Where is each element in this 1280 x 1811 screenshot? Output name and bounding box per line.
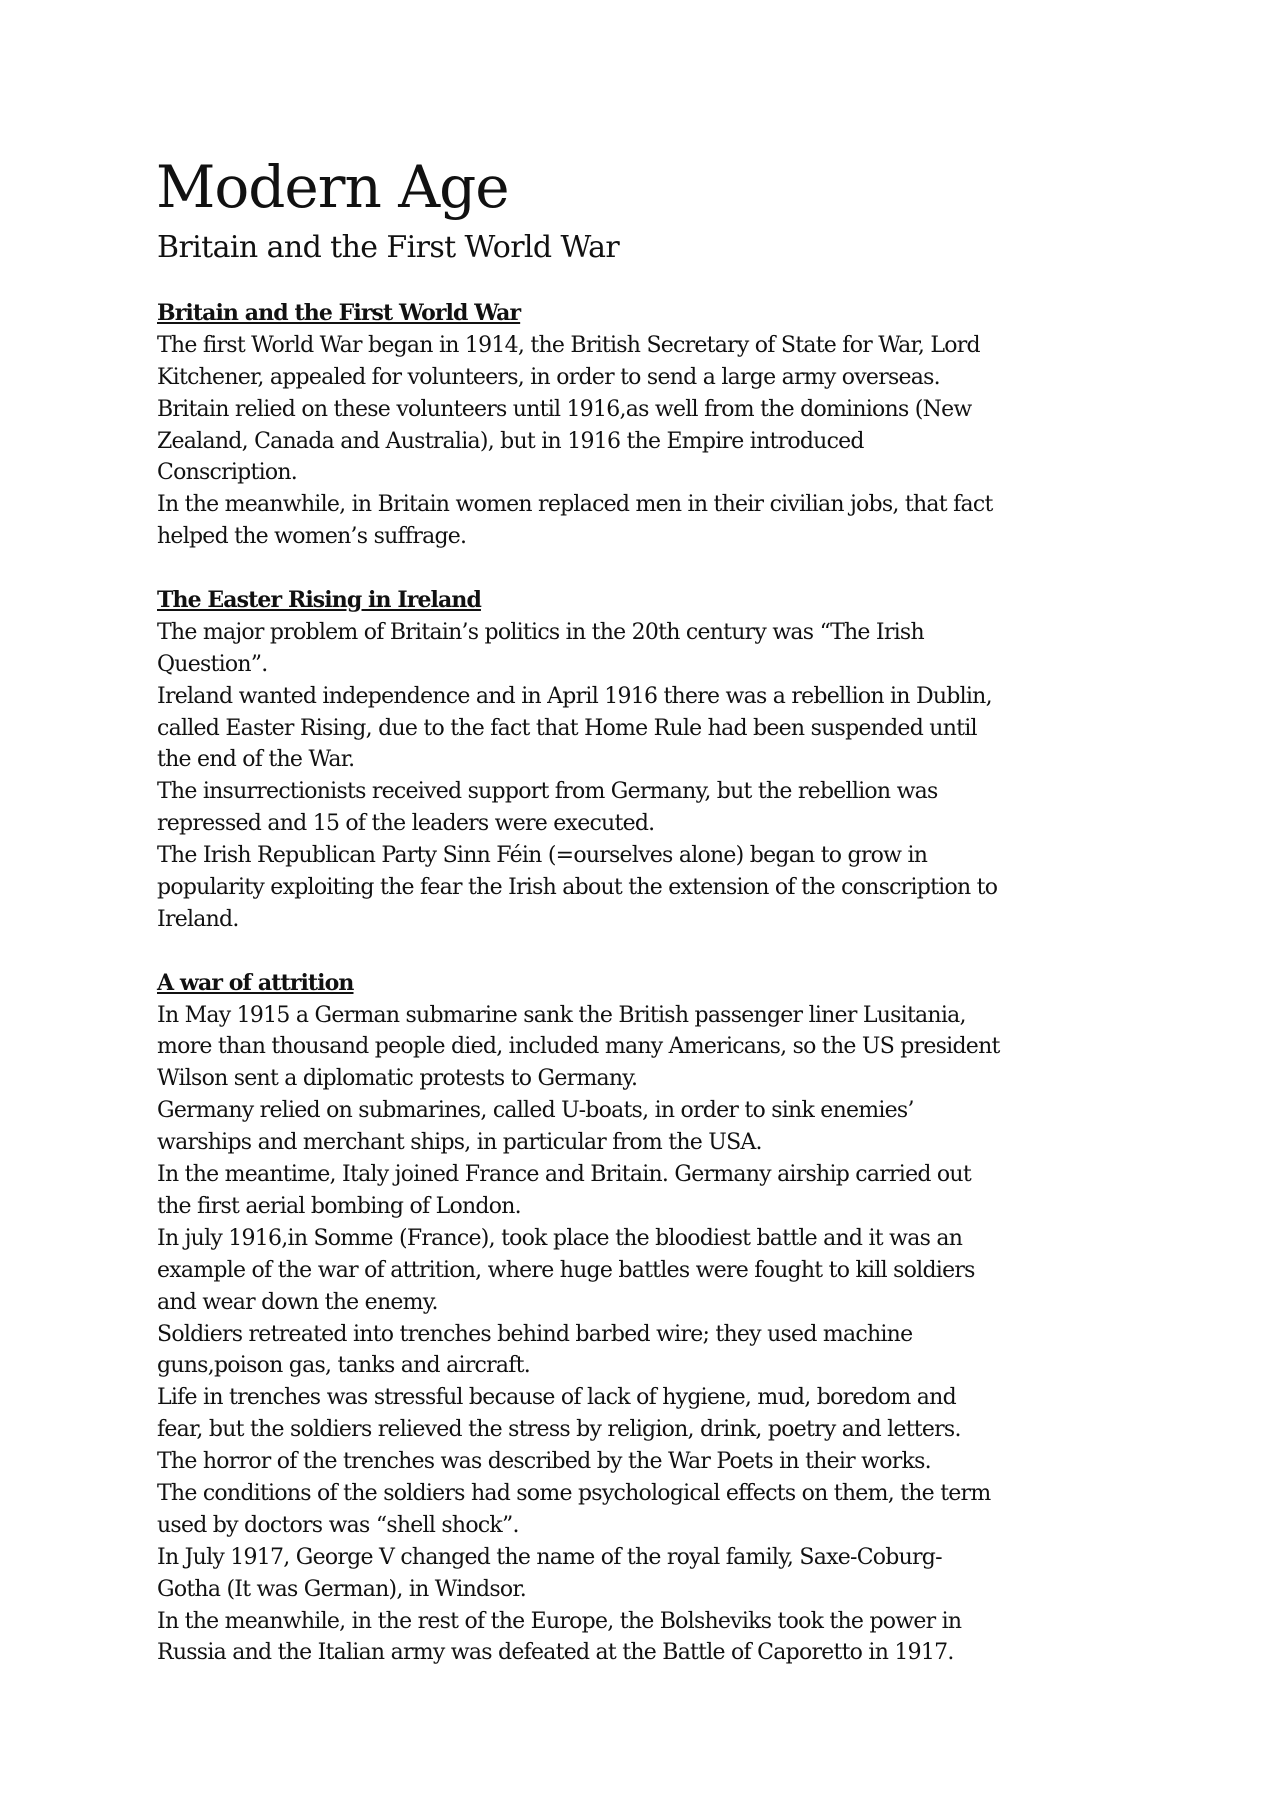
section-heading: A war of attrition [157,969,354,996]
text-line: The first World War began in 1914, the British Secretary of State for War, Lord [157,332,980,358]
text-line: more than thousand people died, included many Americans, so the US president [157,1034,1000,1060]
text-line: The major problem of Britain’s politics in the 20th century was “The Irish [157,619,924,645]
text-line: The conditions of the soldiers had some psychological effects on them, the term [157,1480,991,1506]
text-line: the end of the War. [157,747,355,773]
text-line: The Irish Republican Party Sinn Féin (=ourselves alone) began to grow in [157,843,928,869]
text-line: Life in trenches was stressful because of lack of hygiene, mud, boredom and [157,1385,956,1411]
document-body [157,298,1157,1669]
document-subtitle: Britain and the First World War [157,230,620,265]
text-line: popularity exploiting the fear the Irish about the extension of the conscription to [157,875,998,901]
text-line: Germany relied on submarines, called U-boats, in order to sink enemies’ [157,1098,914,1124]
text-line: Kitchener, appealed for volunteers, in order to send a large army overseas. [157,364,940,390]
text-line: In the meanwhile, in the rest of the Europe, the Bolsheviks took the power in [157,1608,962,1634]
text-line: Zealand, Canada and Australia), but in 1916 the Empire introduced [157,428,864,454]
text-line: the first aerial bombing of London. [157,1193,521,1219]
text-line: The insurrectionists received support from Germany, but the rebellion was [157,779,938,805]
text-line: Conscription. [157,460,298,486]
text-line: Gotha (It was German), in Windsor. [157,1576,526,1602]
text-line: used by doctors was “shell shock”. [157,1512,519,1538]
text-line: warships and merchant ships, in particular from the USA. [157,1130,762,1156]
text-line: Britain relied on these volunteers until 1916,as well from the dominions (New [157,396,972,422]
text-line: Russia and the Italian army was defeated at the Battle of Caporetto in 1917. [157,1640,954,1666]
text-line: Question”. [157,651,268,677]
text-line: In the meanwhile, in Britain women replaced men in their civilian jobs, that fact [157,492,993,518]
text-line: Ireland wanted independence and in April 1916 there was a rebellion in Dublin, [157,683,992,709]
text-line: repressed and 15 of the leaders were executed. [157,811,655,837]
text-line: In the meantime, Italy joined France and Britain. Germany airship carried out [157,1162,971,1188]
text-line: Wilson sent a diplomatic protests to Germany. [157,1066,638,1092]
text-line: Soldiers retreated into trenches behind barbed wire; they used machine [157,1321,913,1347]
text-line: In July 1917, George V changed the name of the royal family, Saxe-Coburg- [157,1544,942,1570]
paragraph-gap [157,553,1157,585]
document-title: Modern Age [156,153,509,221]
text-line: guns,poison gas, tanks and aircraft. [157,1353,530,1379]
section-heading: Britain and the First World War [157,300,521,326]
paragraph-gap [157,936,1157,968]
text-line: The horror of the trenches was described by the War Poets in their works. [157,1449,931,1475]
section-heading: The Easter Rising in Ireland [157,587,481,614]
text-line: helped the women’s suffrage. [157,524,467,550]
text-line: Ireland. [157,906,239,932]
text-line: In july 1916,in Somme (France), took place the bloodiest battle and it was an [157,1225,963,1251]
text-line: example of the war of attrition, where huge battles were fought to kill soldiers [157,1257,975,1283]
text-line: fear, but the soldiers relieved the stress by religion, drink, poetry and letters. [157,1417,961,1443]
text-line: In May 1915 a German submarine sank the British passenger liner Lusitania, [157,1002,966,1028]
text-line: called Easter Rising, due to the fact that Home Rule had been suspended until [157,715,977,741]
text-line: and wear down the enemy. [157,1289,438,1315]
